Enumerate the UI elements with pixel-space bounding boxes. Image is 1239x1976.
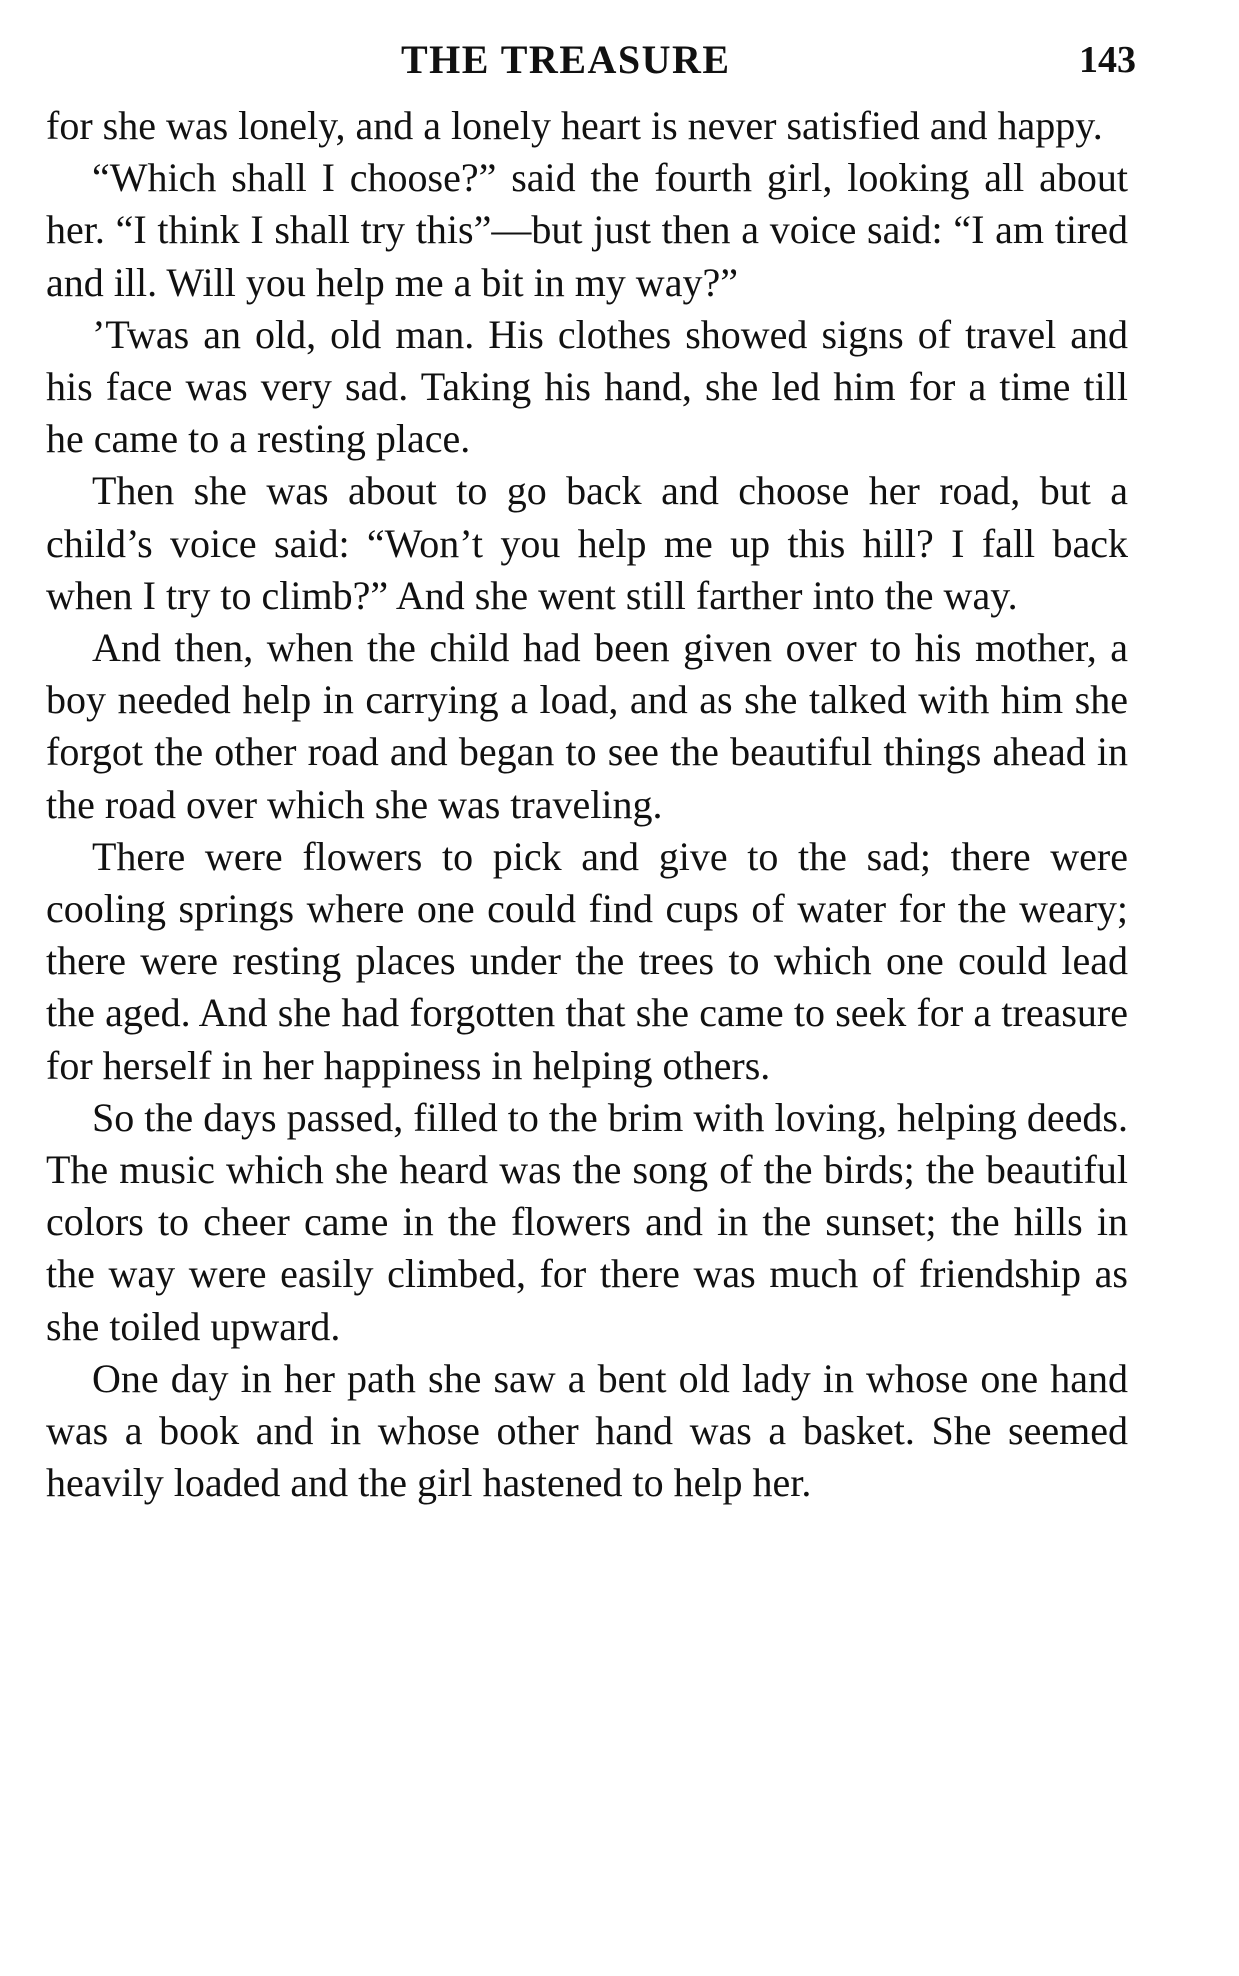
paragraph-continuation: for she was lonely, and a lonely heart is never satisfied and happy. <box>46 103 1103 148</box>
running-title: THE TREASURE <box>401 37 731 82</box>
paragraph-old-man: ’Twas an old, old man. His clothes showed signs of travel and his face was very sad. Taking his hand, she led him for a time till he came to a resting place. <box>46 311 1128 462</box>
body-text <box>46 100 1128 1509</box>
paragraph-days-passed: So the days passed, filled to the brim with loving, helping deeds. The music which she heard was the song of the birds; the beautiful colors to cheer came in the flowers and in the sunset; the hills in the way were easily climbed, for there was much of friendship as she toiled upward. <box>46 1094 1128 1349</box>
paragraph-boy-load: And then, when the child had been given over to his mother, a boy needed help in carrying a load, and as she talked with him she forgot the other road and began to see the beautiful things ahead in the road over which she was traveling. <box>46 625 1128 827</box>
paragraph-flowers: There were flowers to pick and give to the sad; there were cooling springs where one could find cups of water for the weary; there were resting places under the trees to which one could lead the aged. And she had forgotten that she came to seek for a treasure for herself in her happiness in helping others. <box>46 833 1128 1088</box>
page-number: 143 <box>1079 39 1136 81</box>
paragraph-child-voice: Then she was about to go back and choose her road, but a child’s voice said: “Won’t you help me up this hill? I fall back when I try to climb?” And she went still farther into the way. <box>46 468 1128 618</box>
paragraph-which-shall-i-choose: “Which shall I choose?” said the fourth girl, looking all about her. “I think I shall try this”—but just then a voice said: “I am tired and ill. Will you help me a bit in my way?” <box>46 155 1128 305</box>
paragraph-old-lady: One day in her path she saw a bent old lady in whose one hand was a book and in whose other hand was a basket. She seemed heavily loaded and the girl hastened to help her. <box>46 1355 1128 1506</box>
running-head <box>46 30 1136 90</box>
